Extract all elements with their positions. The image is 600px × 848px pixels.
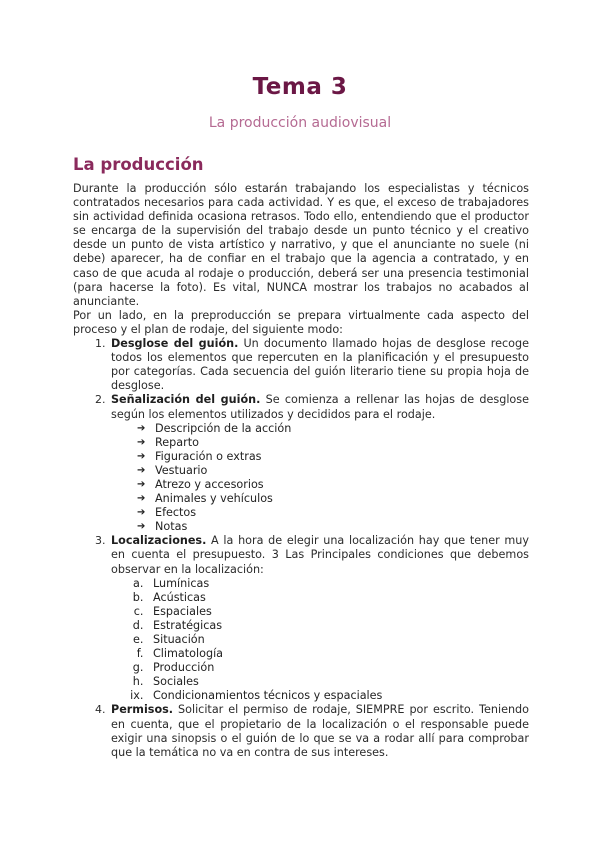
intro-paragraph: Durante la producción sólo estarán trabajando los especialistas y técnicos contratados necesarios para cada actividad. Y es que, el exceso de trabajadores sin actividad definida ocasiona retrasos. Todo ello, entendiendo que el productor se encarga de la supervisión del trabajo desde un punto técnico y el creativo desde un punto de vista artístico y narrativo, y que el anunciante no suele (ni debe) aparecer, ha de confiar en el trabajo que la agencia a contratado, y en caso de que acuda al rodaje o producción, deberá ser una presencia testimonial (para hacerse la foto). Es vital, NUNCA mostrar los trabajos no acabados al anunciante. xyxy=(73,182,529,308)
step-text: Solicitar el permiso de rodaje, SIEMPRE por escrito. Teniendo en cuenta, que el propietario de la localización o el responsable puede exigir una sinopsis o el guión de lo que se va a rodar allí para comprobar que la temática no va en contra de sus intereses. xyxy=(111,703,529,759)
arrow-icon: ➔ xyxy=(137,478,146,490)
step-item-senalizacion xyxy=(109,393,529,534)
list-item: ➔ Efectos xyxy=(137,506,197,520)
list-item: ➔ Vestuario xyxy=(137,463,208,477)
list-item: ➔ Descripción de la acción xyxy=(137,421,292,435)
breakdown-categories-list xyxy=(111,422,529,535)
list-item: d. Estratégicas xyxy=(147,619,529,633)
arrow-icon: ➔ xyxy=(137,422,146,434)
list-item: f. Climatología xyxy=(147,647,529,661)
list-item: ➔ Reparto xyxy=(137,435,199,449)
list-item: e. Situación xyxy=(147,633,529,647)
step-term: Localizaciones. xyxy=(111,534,207,548)
list-item: ➔ Notas xyxy=(137,520,188,534)
section-body xyxy=(73,182,529,760)
step-term: Permisos. xyxy=(111,703,174,717)
list-item: h. Sociales xyxy=(147,675,529,689)
list-item: b. Acústicas xyxy=(147,591,529,605)
arrow-icon: ➔ xyxy=(137,493,146,505)
page-subtitle: La producción audiovisual xyxy=(208,115,392,131)
arrow-icon: ➔ xyxy=(137,450,146,462)
step-text: Se comienza a rellenar las hojas de desglose según los elementos utilizados y decididos para el rodaje. xyxy=(111,393,529,421)
step-text: Un documento llamado hojas de desglose recoge todos los elementos que repercuten en la planificación y el presupuesto por categorías. Cada secuencia del guión literario tiene su propia hoja de desglose. xyxy=(111,337,529,393)
arrow-icon: ➔ xyxy=(137,521,146,533)
location-conditions-list xyxy=(111,577,529,690)
step-term: Desglose del guión. xyxy=(111,337,239,351)
list-item: ➔ Figuración o extras xyxy=(137,449,262,463)
list-item: ➔ Animales y vehículos xyxy=(137,492,273,506)
page-title: Tema 3 xyxy=(252,74,348,100)
step-item-desglose xyxy=(109,337,529,393)
list-item: ➔ Atrezo y accesorios xyxy=(137,477,264,491)
list-item: g. Producción xyxy=(147,661,529,675)
preproduction-paragraph: Por un lado, en la preproducción se prepara virtualmente cada aspecto del proceso y el plan de rodaje, del siguiente modo: xyxy=(73,308,529,336)
list-item: c. Espaciales xyxy=(147,605,529,619)
list-item: ix. Condicionamientos técnicos y espaciales xyxy=(147,689,529,703)
preproduction-steps-list xyxy=(73,337,529,760)
step-term: Señalización del guión. xyxy=(111,393,261,407)
arrow-icon: ➔ xyxy=(137,436,146,448)
step-text: A la hora de elegir una localización hay que tener muy en cuenta el presupuesto. 3 Las Principales condiciones que debemos observar en la localización: xyxy=(111,534,529,576)
location-conditions-list-extra xyxy=(111,689,529,703)
list-item: a. Lumínicas xyxy=(147,577,529,591)
step-item-localizaciones xyxy=(109,534,529,703)
step-item-permisos xyxy=(109,703,529,759)
arrow-icon: ➔ xyxy=(137,464,146,476)
arrow-icon: ➔ xyxy=(137,507,146,519)
section-heading: La producción xyxy=(73,155,204,174)
